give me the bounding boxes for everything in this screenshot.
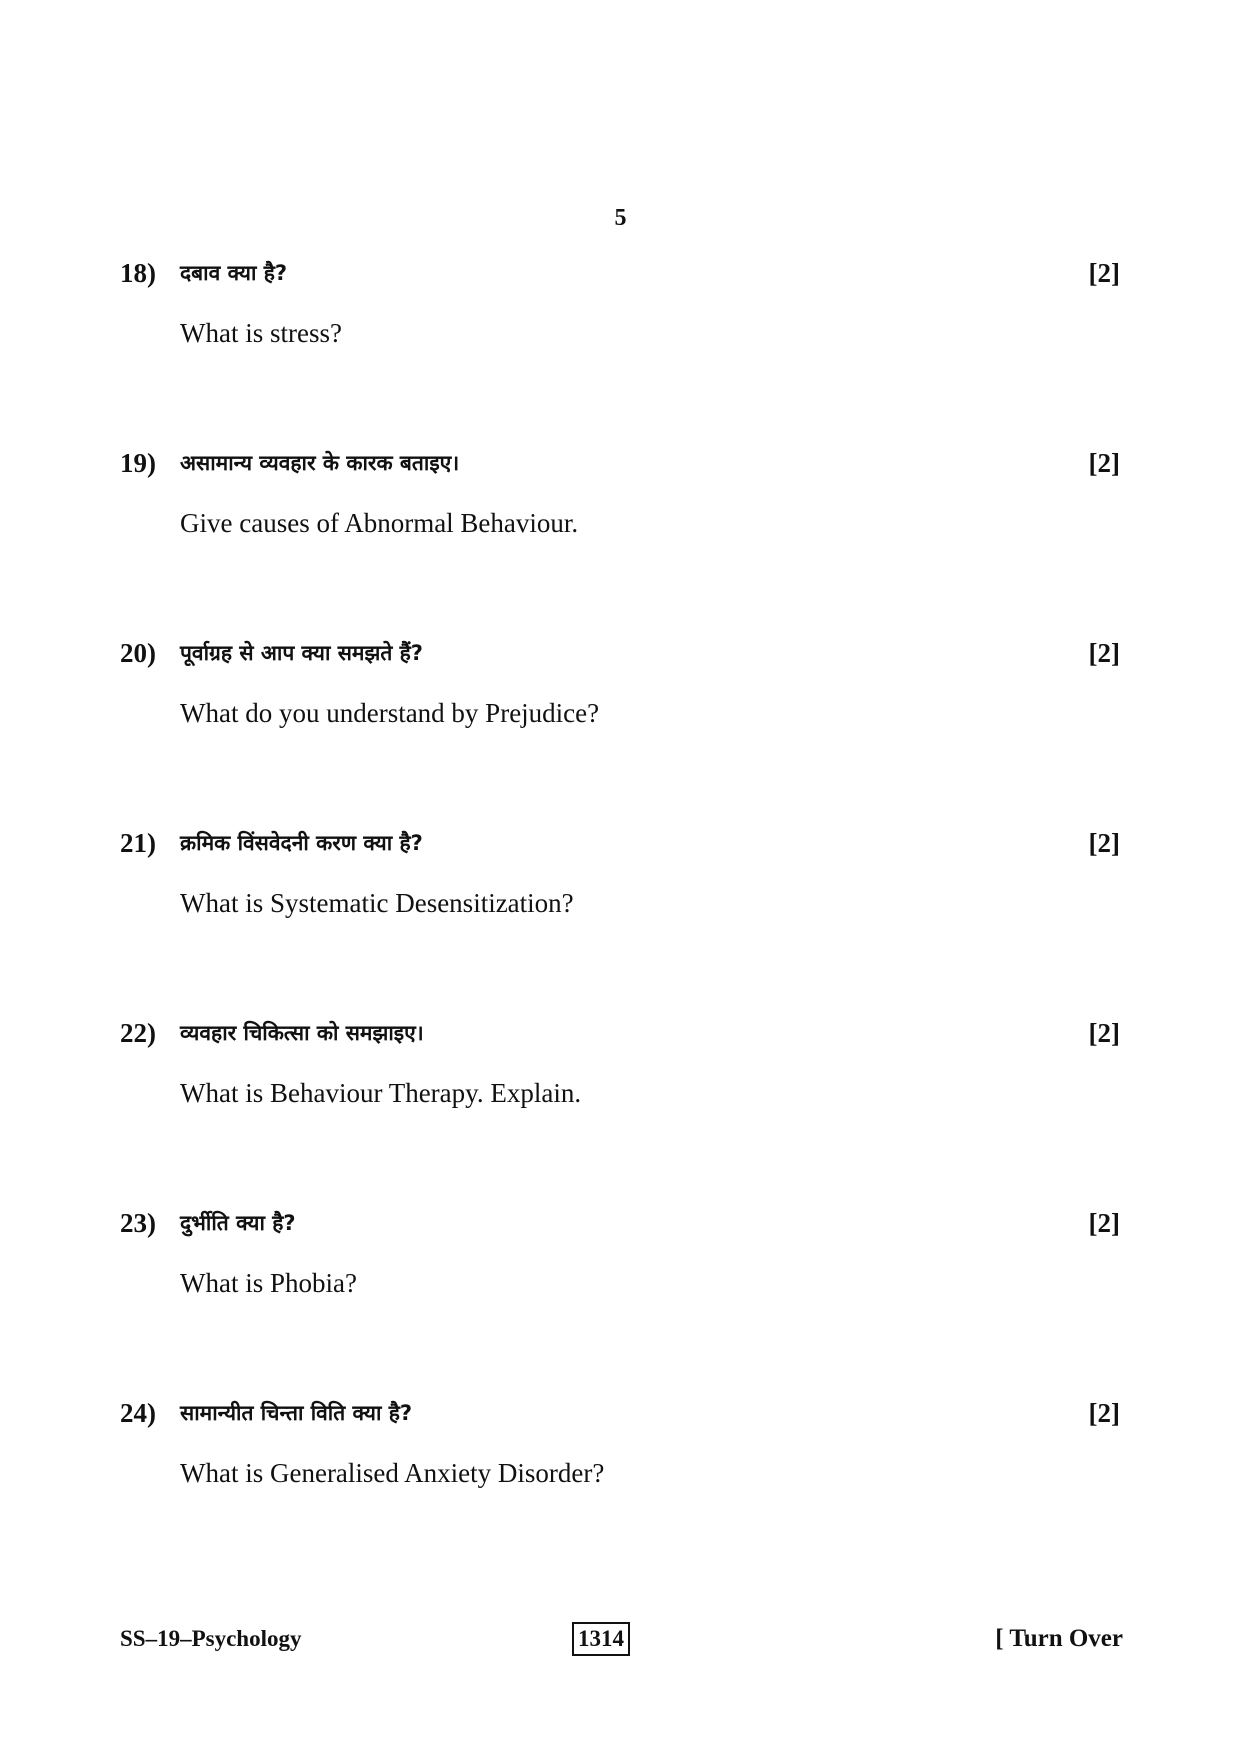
question-23	[120, 1206, 1120, 1326]
question-20	[120, 636, 1120, 756]
question-text-english: What is Behaviour Therapy. Explain.	[180, 1078, 582, 1108]
question-text-hindi: दुर्भीति क्या है?	[180, 1211, 296, 1235]
question-text-english: What is stress?	[180, 318, 342, 348]
question-marks: [2]	[1088, 1398, 1120, 1428]
question-22	[120, 1016, 1120, 1136]
paper-name: SS–19–Psychology	[120, 1626, 302, 1651]
question-text-hindi: दबाव क्या है?	[180, 261, 288, 285]
question-text-english: What is Generalised Anxiety Disorder?	[180, 1458, 605, 1488]
question-text-hindi: सामान्यीत चिन्ता विति क्या है?	[180, 1401, 413, 1425]
question-marks: [2]	[1088, 1208, 1120, 1238]
question-number: 18)	[120, 258, 156, 288]
question-text-english: What is Phobia?	[180, 1268, 357, 1298]
question-number: 24)	[120, 1398, 156, 1428]
question-marks: [2]	[1088, 638, 1120, 668]
question-text-english: Give causes of Abnormal Behaviour.	[180, 508, 579, 538]
question-18	[120, 256, 1120, 376]
question-number: 19)	[120, 448, 156, 478]
page-number: 5	[614, 205, 627, 231]
paper-code-box: 1314	[572, 1622, 630, 1656]
question-number: 20)	[120, 638, 156, 668]
question-marks: [2]	[1088, 448, 1120, 478]
question-text-hindi: पूर्वाग्रह से आप क्या समझते हैं?	[180, 641, 423, 665]
question-19	[120, 446, 1120, 566]
question-text-hindi: क्रमिक विंसवेदनी करण क्या है?	[180, 831, 423, 855]
question-marks: [2]	[1088, 828, 1120, 858]
question-21	[120, 826, 1120, 946]
question-number: 21)	[120, 828, 156, 858]
question-text-hindi: व्यवहार चिकित्सा को समझाइए।	[180, 1021, 424, 1045]
question-marks: [2]	[1088, 258, 1120, 288]
question-text-english: What do you understand by Prejudice?	[180, 698, 600, 728]
turn-over-note: [ Turn Over	[995, 1625, 1123, 1652]
question-text-english: What is Systematic Desensitization?	[180, 888, 574, 918]
question-24	[120, 1396, 1120, 1516]
question-text-hindi: असामान्य व्यवहार के कारक बताइए।	[180, 451, 460, 475]
question-marks: [2]	[1088, 1018, 1120, 1048]
question-number: 22)	[120, 1018, 156, 1048]
question-number: 23)	[120, 1208, 156, 1238]
